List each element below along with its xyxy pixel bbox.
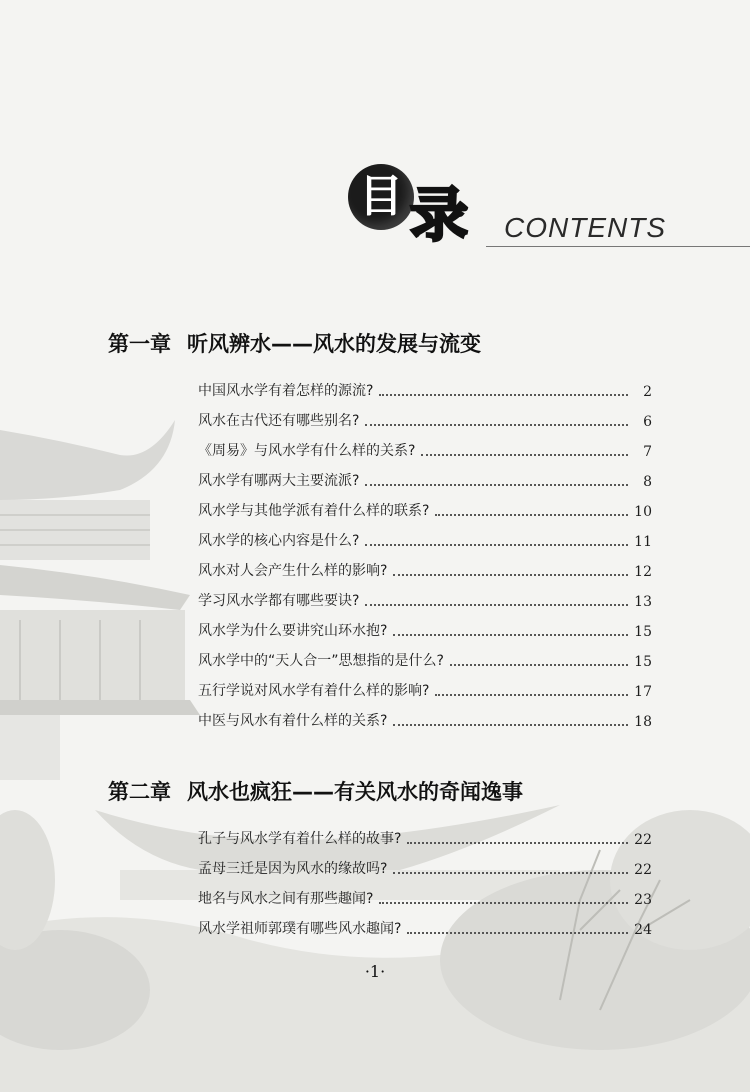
toc-entry-page: 12 [634,564,652,580]
chapter-2-number: 第二章 [108,780,171,804]
toc-entry[interactable] [198,520,652,550]
toc-leader-dots [365,604,628,606]
toc-entry[interactable] [198,490,652,520]
toc-entry[interactable] [198,818,652,848]
toc-entry-page: 18 [634,714,652,730]
toc-entry[interactable] [198,878,652,908]
toc-entry-page: 8 [643,474,652,490]
toc-leader-dots [393,872,628,874]
toc-leader-dots [365,484,628,486]
toc-entry-title: 风水学祖师郭璞有哪些风水趣闻? [198,921,402,937]
contents-heading [340,160,750,260]
toc-leader-dots [407,932,628,934]
toc-entry-title: 风水学为什么要讲究山环水抱? [198,623,388,639]
toc-entry-page: 22 [634,832,652,848]
toc-leader-dots [393,634,628,636]
toc-entry-title: 五行学说对风水学有着什么样的影响? [198,683,430,699]
toc-entry-title: 风水学中的“天人合一”思想指的是什么? [198,653,444,669]
toc-entry-page: 13 [634,594,652,610]
toc-entry-page: 17 [634,684,652,700]
toc-entry-title: 风水学有哪两大主要流派? [198,473,360,489]
toc-leader-dots [435,694,628,696]
chapter-1-number: 第一章 [108,332,171,356]
chapter-2-toc-list [198,818,652,938]
toc-entry[interactable] [198,848,652,878]
chapter-2-title[interactable] [108,776,523,806]
toc-leader-dots [407,842,628,844]
toc-entry[interactable] [198,370,652,400]
toc-entry-page: 15 [634,654,652,670]
toc-entry-page: 6 [643,414,652,430]
toc-leader-dots [365,544,628,546]
toc-entry[interactable] [198,640,652,670]
toc-leader-dots [379,902,628,904]
chapter-1-title[interactable] [108,328,481,358]
heading-char-lu: 录 [410,181,469,249]
toc-leader-dots [393,574,628,576]
heading-char-mu: 目 [359,171,403,222]
toc-entry-title: 风水学的核心内容是什么? [198,533,360,549]
chapter-1-name: 听风辨水——风水的发展与流变 [187,332,481,356]
toc-leader-dots [421,454,628,456]
toc-entry[interactable] [198,700,652,730]
heading-contents-latin: CONTENTS [504,212,666,243]
toc-leader-dots [435,514,628,516]
chapter-2-name: 风水也疯狂——有关风水的奇闻逸事 [187,780,523,804]
chapter-1-toc-list [198,370,652,730]
toc-entry[interactable] [198,580,652,610]
toc-leader-dots [450,664,628,666]
toc-entry[interactable] [198,670,652,700]
toc-leader-dots [393,724,628,726]
toc-entry-title: 风水在古代还有哪些别名? [198,413,360,429]
toc-entry-title: 地名与风水之间有那些趣闻? [198,891,374,907]
toc-entry[interactable] [198,908,652,938]
toc-entry[interactable] [198,400,652,430]
toc-entry-page: 24 [634,922,652,938]
toc-entry-page: 23 [634,892,652,908]
toc-entry[interactable] [198,550,652,580]
toc-entry-title: 学习风水学都有哪些要诀? [198,593,360,609]
toc-entry[interactable] [198,460,652,490]
toc-entry-page: 22 [634,862,652,878]
toc-entry-title: 风水对人会产生什么样的影响? [198,563,388,579]
toc-entry-page: 11 [634,534,652,550]
toc-entry-page: 7 [643,444,652,460]
toc-entry-title: 《周易》与风水学有什么样的关系? [198,443,416,459]
toc-entry-title: 中医与风水有着什么样的关系? [198,713,388,729]
toc-entry-page: 2 [643,384,652,400]
toc-entry[interactable] [198,430,652,460]
toc-entry-title: 中国风水学有着怎样的源流? [198,383,374,399]
toc-entry-title: 孔子与风水学有着什么样的故事? [198,831,402,847]
toc-leader-dots [379,394,628,396]
page-number: ·1· [364,962,386,981]
toc-leader-dots [365,424,628,426]
toc-entry-page: 10 [634,504,652,520]
toc-entry-page: 15 [634,624,652,640]
toc-entry[interactable] [198,610,652,640]
heading-rule [486,246,750,247]
toc-entry-title: 孟母三迁是因为风水的缘故吗? [198,861,388,877]
toc-entry-title: 风水学与其他学派有着什么样的联系? [198,503,430,519]
